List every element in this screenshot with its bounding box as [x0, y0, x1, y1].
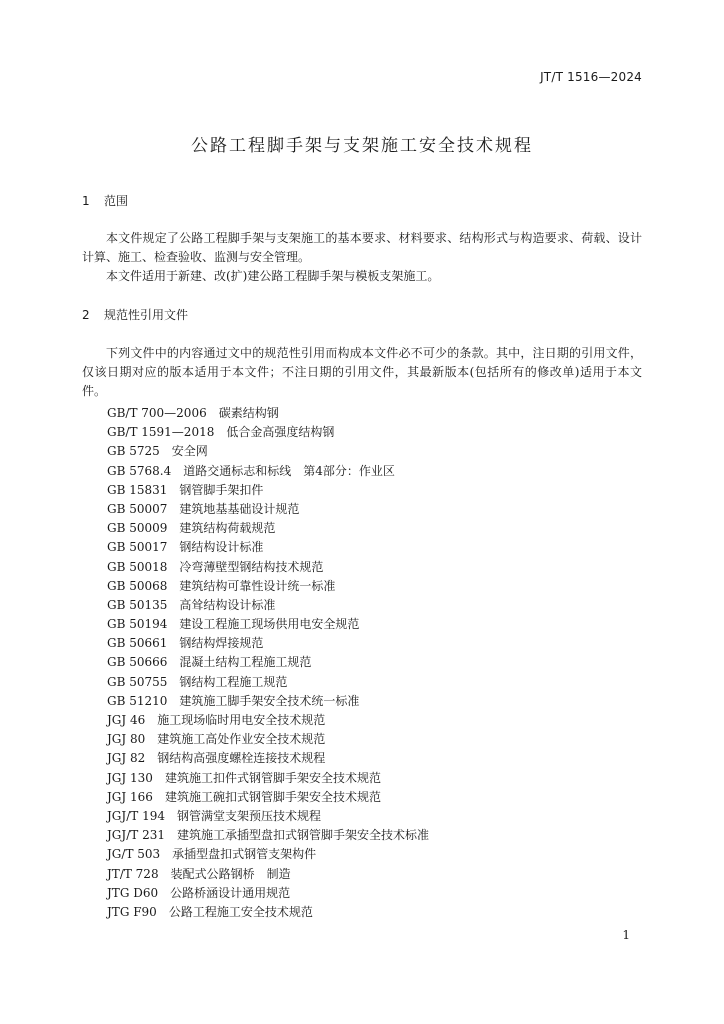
- reference-item: [107, 749, 429, 768]
- reference-code: GB 5768.4: [107, 463, 172, 478]
- reference-code: JG/T 503: [107, 847, 161, 862]
- reference-code: GB 50666: [107, 655, 168, 670]
- reference-item: [107, 884, 429, 903]
- reference-title: 建筑地基基础设计规范: [179, 501, 300, 516]
- section-heading-normative-references: [82, 306, 188, 323]
- reference-title: 施工现场临时用电安全技术规范: [157, 713, 326, 727]
- reference-title: 公路桥涵设计通用规范: [170, 885, 291, 900]
- reference-code: JGJ 82: [107, 751, 146, 766]
- reference-title: 钢结构高强度螺栓连接技术规程: [157, 751, 326, 766]
- reference-item: [107, 692, 429, 711]
- section-heading-scope: [82, 192, 128, 209]
- reference-item: [107, 845, 429, 864]
- reference-item: [107, 615, 429, 634]
- reference-title: 冷弯薄壁型钢结构技术规范: [179, 559, 324, 574]
- reference-code: GB 50068: [107, 578, 168, 593]
- reference-title: 建筑施工脚手架安全技术统一标准: [179, 693, 360, 708]
- reference-code: GB 50009: [107, 521, 168, 536]
- reference-title: 混凝土结构工程施工规范: [179, 655, 312, 670]
- reference-code: JGJ 80: [107, 732, 146, 747]
- reference-item: [107, 807, 429, 826]
- reference-item: [107, 442, 429, 461]
- reference-title: 承插型盘扣式钢管支架构件: [172, 847, 317, 862]
- reference-item: [107, 404, 429, 423]
- reference-item: [107, 577, 429, 596]
- reference-title: 建筑施工承插型盘扣式钢管脚手架安全技术标准: [176, 828, 429, 843]
- reference-code: JTG D60: [107, 885, 159, 900]
- reference-item: [107, 462, 429, 481]
- reference-code: GB 50018: [107, 559, 168, 574]
- reference-title: 建设工程施工现场供用电安全规范: [179, 617, 360, 632]
- reference-item: [107, 538, 429, 557]
- reference-code: GB/T 1591—2018: [107, 425, 215, 440]
- reference-code: JGJ/T 194: [107, 808, 165, 823]
- scope-paragraph-1: 本文件规定了公路工程脚手架与支架施工的基本要求、材料要求、结构形式与构造要求、荷载、设计计算、施工、检查验收、监测与安全管理。: [82, 231, 642, 264]
- reference-code: JTG F90: [107, 904, 157, 919]
- reference-item: [107, 769, 429, 788]
- reference-code: GB 50755: [107, 674, 168, 689]
- standard-code: JT/T 1516—2024: [540, 70, 642, 84]
- reference-item: [107, 711, 429, 730]
- reference-item: [107, 730, 429, 749]
- reference-title: 钢结构工程施工规范: [179, 674, 288, 689]
- reference-title: 钢结构焊接规范: [179, 636, 264, 651]
- reference-title: 低合金高强度结构钢: [226, 425, 335, 440]
- reference-item: [107, 634, 429, 653]
- reference-item: [107, 423, 429, 442]
- reference-title: 碳素结构钢: [218, 406, 279, 420]
- reference-code: GB/T 700—2006: [107, 406, 207, 420]
- reference-code: GB 50007: [107, 501, 168, 516]
- reference-title: 建筑施工高处作业安全技术规范: [157, 732, 326, 747]
- scope-paragraph-2: 本文件适用于新建、改(扩)建公路工程脚手架与模板支架施工。: [106, 269, 440, 283]
- reference-title: 建筑施工扣件式钢管脚手架安全技术规范: [164, 770, 381, 785]
- reference-title: 建筑施工碗扣式钢管脚手架安全技术规范: [164, 789, 381, 804]
- reference-item: [107, 519, 429, 538]
- reference-item: [107, 826, 429, 845]
- reference-title: 高耸结构设计标准: [179, 597, 276, 612]
- reference-title: 建筑结构荷载规范: [179, 521, 276, 536]
- reference-code: GB 5725: [107, 444, 160, 459]
- reference-title: 钢结构设计标准: [179, 540, 264, 555]
- references-intro-paragraph: 下列文件中的内容通过文中的规范性引用而构成本文件必不可少的条款。其中，注日期的引用文件，仅该日期对应的版本适用于本文件；不注日期的引用文件，其最新版本(包括所有的修改单)适用于本文件。: [82, 346, 642, 398]
- reference-title: 公路工程施工安全技术规范: [168, 904, 313, 919]
- reference-item: [107, 788, 429, 807]
- reference-title: 钢管脚手架扣件: [179, 482, 264, 497]
- reference-code: GB 15831: [107, 482, 168, 497]
- reference-title: 建筑结构可靠性设计统一标准: [179, 578, 336, 593]
- reference-item: [107, 596, 429, 615]
- reference-item: [107, 558, 429, 577]
- page-number: 1: [622, 928, 630, 942]
- reference-code: JGJ 166: [107, 789, 153, 804]
- reference-title: 道路交通标志和标线 第4部分：作业区: [183, 463, 395, 478]
- document-title: 公路工程脚手架与支架施工安全技术规程: [191, 136, 533, 156]
- reference-item: [107, 865, 429, 884]
- reference-item: [107, 653, 429, 672]
- reference-list: [107, 404, 429, 922]
- reference-code: GB 50017: [107, 540, 168, 555]
- reference-code: JT/T 728: [107, 866, 159, 881]
- reference-item: [107, 903, 429, 922]
- section-title: 范围: [104, 194, 129, 208]
- reference-code: GB 50661: [107, 636, 168, 651]
- reference-code: JGJ 46: [107, 713, 146, 727]
- reference-code: JGJ 130: [107, 770, 153, 785]
- reference-item: [107, 500, 429, 519]
- reference-item: [107, 673, 429, 692]
- reference-code: GB 50135: [107, 597, 168, 612]
- reference-title: 装配式公路钢桥 制造: [170, 866, 291, 881]
- reference-code: GB 51210: [107, 693, 168, 708]
- section-title: 规范性引用文件: [104, 308, 189, 322]
- reference-title: 安全网: [171, 444, 208, 459]
- reference-code: GB 50194: [107, 617, 168, 632]
- reference-code: JGJ/T 231: [107, 828, 165, 843]
- section-number: 1: [82, 194, 90, 208]
- section-number: 2: [82, 308, 90, 322]
- reference-title: 钢管满堂支架预压技术规程: [176, 808, 321, 823]
- reference-item: [107, 481, 429, 500]
